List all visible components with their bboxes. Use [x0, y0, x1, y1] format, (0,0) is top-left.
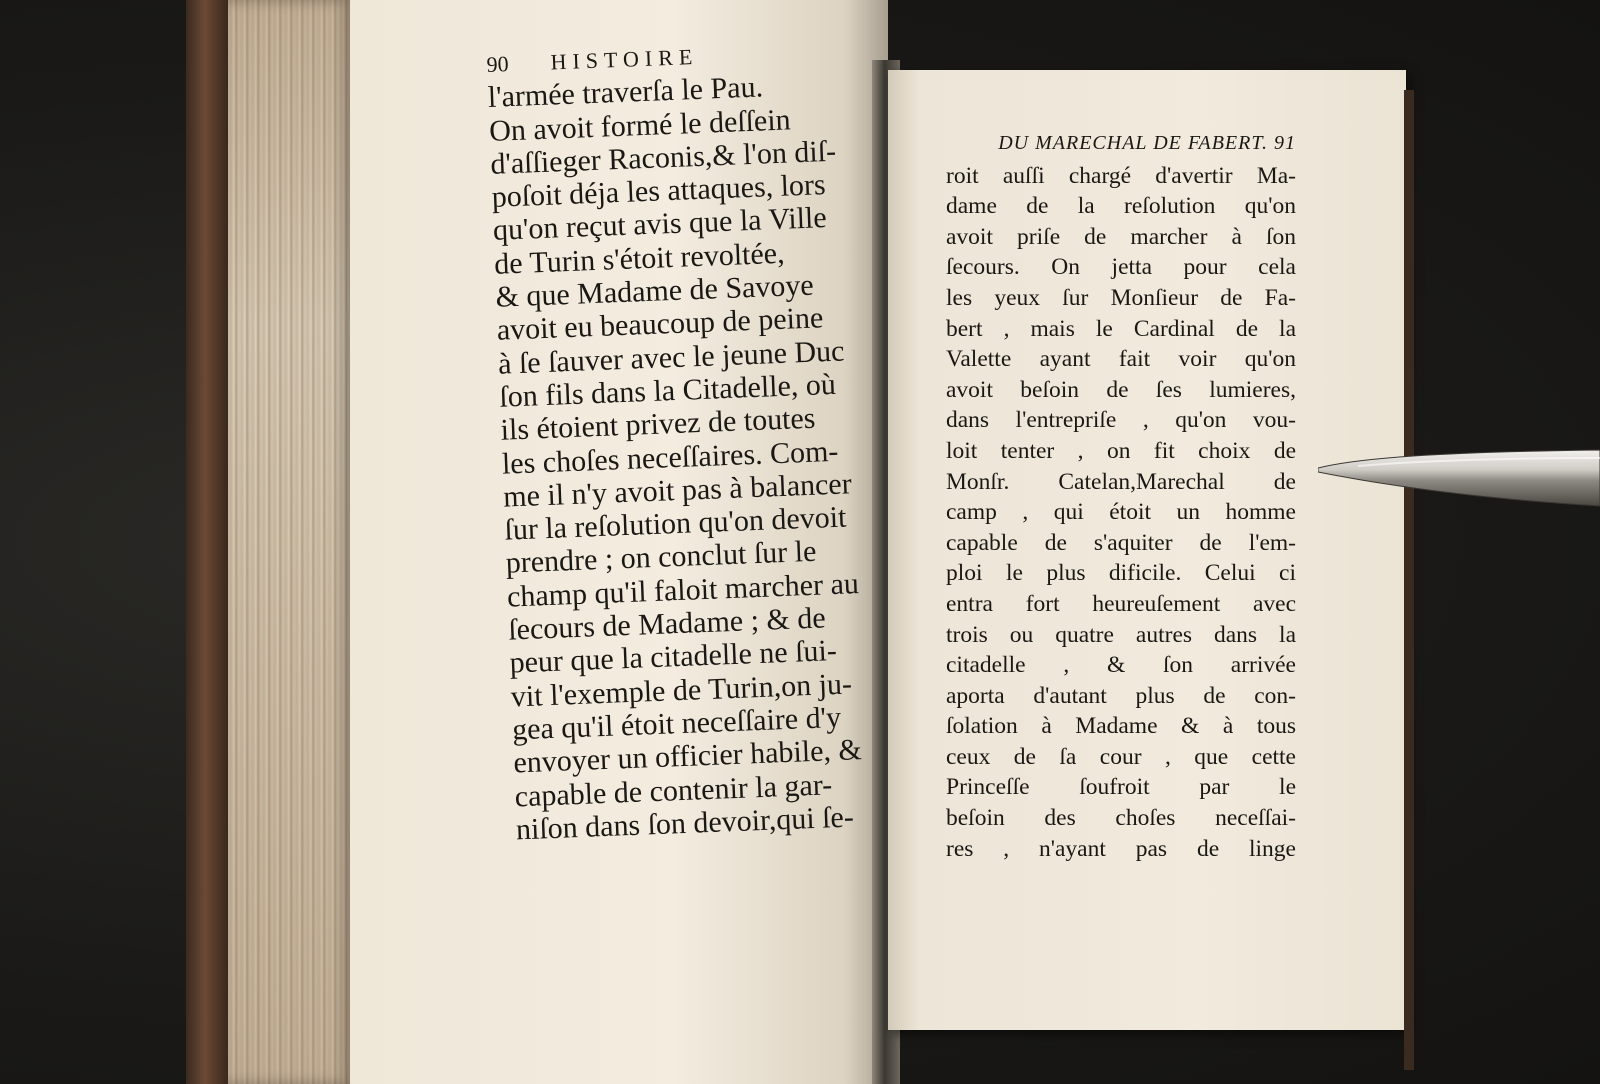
text-line: capable de contenir la gar- — [514, 767, 833, 813]
text-line: trois ou quatre autres dans la — [946, 621, 1296, 648]
text-line: dame de la reſolution qu'on — [946, 193, 1296, 220]
text-line: & que Madame de Savoye — [494, 268, 815, 314]
text-line: entra fort heureuſement avec — [946, 590, 1296, 617]
text-line: avoit priſe de marcher à ſon — [946, 223, 1296, 250]
text-line: loit tenter , on fit choix de — [946, 437, 1296, 464]
right-cover-edge — [1404, 90, 1414, 1070]
text-line: me il n'y avoit pas à balancer — [502, 467, 853, 514]
text-line: les yeux ſur Monſieur de Fa- — [946, 284, 1296, 311]
text-line: aporta d'autant plus de con- — [946, 682, 1296, 709]
page-edges-stack — [228, 0, 352, 1084]
left-page-text — [486, 33, 896, 846]
leather-cover-edge — [186, 0, 234, 1084]
left-page-number: 90 — [486, 51, 510, 77]
text-line: Monſr. Catelan,Marechal de — [946, 468, 1296, 495]
text-line: ils étoient privez de toutes — [500, 401, 817, 447]
text-line: ploi le plus dificile. Celui ci — [946, 560, 1296, 587]
text-line: roit auſſi chargé d'avertir Ma- — [946, 162, 1296, 189]
left-page-lines — [487, 67, 896, 847]
right-page-text — [946, 128, 1296, 864]
text-line: ſecours. On jetta pour cela — [946, 254, 1296, 281]
text-line: dans l'entrepriſe , qu'on vou- — [946, 407, 1296, 434]
text-line: niſon dans ſon devoir,qui ſe- — [515, 800, 855, 847]
text-line: camp , qui étoit un homme — [946, 499, 1296, 526]
text-line: ceux de ſa cour , que cette — [946, 743, 1296, 770]
text-line: On avoit formé le deſſein — [488, 102, 792, 148]
text-line: Valette ayant fait voir qu'on — [946, 346, 1296, 373]
text-line: gea qu'il étoit neceſſaire d'y — [511, 700, 842, 747]
text-line: citadelle , & ſon arrivée — [946, 652, 1296, 679]
text-line: avoit eu beaucoup de peine — [496, 301, 824, 348]
text-line: poſoit déja les attaques, lors — [491, 168, 827, 215]
text-line: les choſes neceſſaires. Com- — [501, 434, 839, 481]
text-line: ſecours de Madame ; & de — [507, 601, 827, 647]
text-line: ſolation à Madame & à tous — [946, 713, 1296, 740]
text-line: à ſe ſauver avec le jeune Duc — [497, 334, 845, 381]
text-line: bert , mais le Cardinal de la — [946, 315, 1296, 342]
text-line: vit l'exemple de Turin,on ju- — [510, 667, 853, 714]
text-line: capable de s'aquiter de l'em- — [946, 529, 1296, 556]
text-line: qu'on reçut avis que la Ville — [492, 201, 828, 248]
text-line: beſoin des choſes neceſſai- — [946, 805, 1296, 832]
text-line: ſur la reſolution qu'on devoit — [503, 500, 847, 547]
right-running-head: DU MARECHAL DE FABERT. 91 — [998, 132, 1296, 154]
text-line: l'armée traverſa le Pau. — [487, 70, 764, 115]
right-page-lines — [946, 161, 1296, 865]
metal-pointer-blade — [1318, 448, 1600, 512]
text-line: champ qu'il faloit marcher au — [506, 566, 860, 614]
text-line: prendre ; on conclut ſur le — [505, 535, 817, 581]
text-line: ſon fils dans la Citadelle, où — [498, 367, 837, 414]
text-line: res , n'ayant pas de linge — [946, 835, 1296, 862]
text-line: d'aſſieger Raconis,& l'on diſ- — [489, 134, 837, 181]
text-line: de Turin s'étoit revoltée, — [493, 236, 786, 281]
text-line: peur que la citadelle ne ſui- — [509, 634, 838, 680]
left-running-title: HISTOIRE — [550, 43, 699, 75]
text-line: Princeſſe ſoufroit par le — [946, 774, 1296, 801]
text-line: avoit beſoin de ſes lumieres, — [946, 376, 1296, 403]
text-line: envoyer un officier habile, & — [512, 733, 863, 780]
